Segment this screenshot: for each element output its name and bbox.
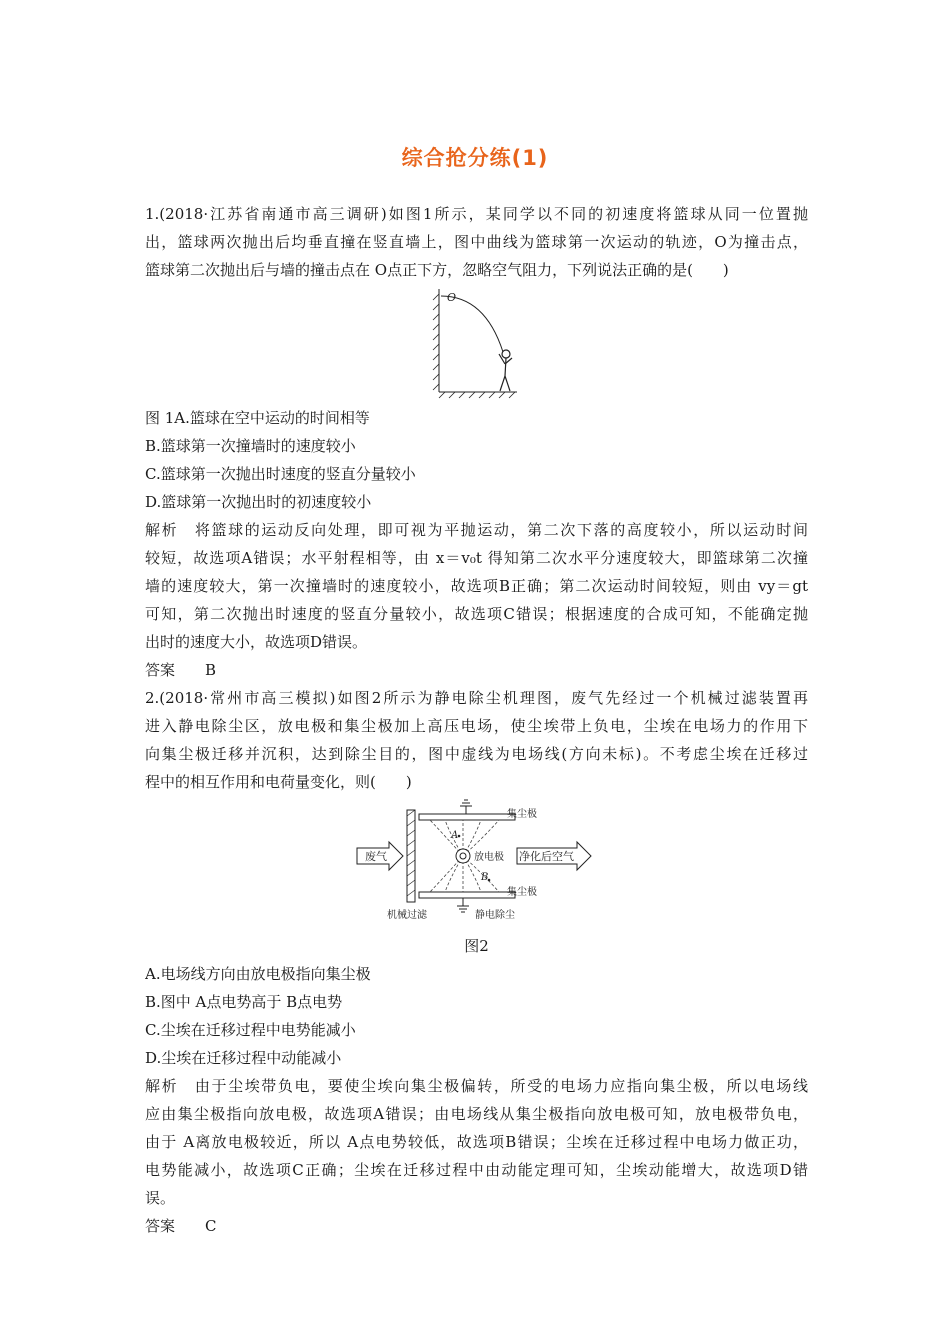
q1-answer bbox=[145, 656, 808, 684]
document-body bbox=[145, 200, 808, 1240]
q1-option: 图 1A.篮球在空中运动的时间相等 bbox=[145, 409, 370, 427]
q1-stem-line: 篮球第二次抛出后与墙的撞击点在 O点正下方，忽略空气阻力，下列说法正确的是( ) bbox=[145, 261, 729, 279]
q1-analysis-line: 出时的速度大小，故选项D错误。 bbox=[145, 633, 368, 651]
trajectory-curve bbox=[441, 296, 503, 352]
q2-option: A.电场线方向由放电极指向集尘极 bbox=[145, 965, 371, 983]
q1-option: D.篮球第一次抛出时的初速度较小 bbox=[145, 493, 372, 511]
outlet-label: 净化后空气 bbox=[519, 850, 574, 863]
answer-value: C bbox=[205, 1217, 217, 1235]
point-b-label: B bbox=[481, 872, 489, 883]
q2-analysis-line: 电势能减小，故选项C正确；尘埃在迁移过程中由动能定理可知，尘埃动能增大，故选项D错 bbox=[145, 1161, 808, 1179]
q1-analysis-line: 解析 将篮球的运动反向处理，即可视为平抛运动，第二次下落的高度较小，所以运动时间 bbox=[145, 521, 808, 539]
q2-stem-line: 向集尘极迁移并沉积，达到除尘目的，图中虚线为电场线(方向未标)。不考虑尘埃在迁移过 bbox=[145, 745, 808, 763]
q1-stem-line: 1.(2018·江苏省南通市高三调研)如图1所示，某同学以不同的初速度将篮球从同一位置抛 bbox=[145, 205, 808, 223]
top-plate-label: 集尘极 bbox=[507, 809, 537, 820]
answer-value: B bbox=[205, 661, 217, 679]
q2-option: B.图中 A点电势高于 B点电势 bbox=[145, 993, 343, 1011]
electrode-label: 放电极 bbox=[474, 852, 504, 863]
q2-answer bbox=[145, 1212, 808, 1240]
person-figure bbox=[499, 350, 512, 391]
figure-2-caption: 图2 bbox=[464, 937, 489, 955]
inlet-label: 废气 bbox=[365, 850, 387, 863]
q2-stem-line: 进入静电除尘区，放电极和集尘极加上高压电场，使尘埃带上负电，尘埃在电场力的作用下 bbox=[145, 717, 808, 735]
bottom-plate-label: 集尘极 bbox=[507, 887, 537, 898]
q2-analysis-line: 解析 由于尘埃带负电，要使尘埃向集尘极偏转，所受的电场力应指向集尘极，所以电场线 bbox=[145, 1077, 808, 1095]
q1-stem-line: 出，篮球两次抛出后均垂直撞在竖直墙上，图中曲线为篮球第一次运动的轨迹，O为撞击点， bbox=[145, 233, 808, 251]
q1-analysis-line: 较短，故选项A错误；水平射程相等，由 x＝v₀t 得知第二次水平分速度较大，即篮球第二次撞 bbox=[145, 549, 808, 567]
q2-analysis-line: 误。 bbox=[145, 1189, 176, 1207]
filter-label: 机械过滤 bbox=[387, 910, 427, 921]
answer-label: 答案 bbox=[145, 661, 176, 679]
figure-1 bbox=[145, 284, 808, 404]
point-a-label: A bbox=[451, 830, 459, 841]
page-title: 综合抢分练(1) bbox=[401, 146, 549, 170]
mechanical-filter bbox=[407, 810, 415, 902]
q1-option: B.篮球第一次撞墙时的速度较小 bbox=[145, 437, 356, 455]
q1-analysis-line: 墙的速度较大，第一次撞墙时的速度较小，故选项B正确；第二次运动时间较短，则由 vy＝gt bbox=[145, 577, 808, 595]
q2-analysis-line: 由于 A离放电极较近，所以 A点电势较低，故选项B错误；尘埃在迁移过程中电场力做正功， bbox=[145, 1133, 808, 1151]
point-o-label: O bbox=[447, 291, 457, 304]
q2-analysis-line: 应由集尘极指向放电极，故选项A错误；由电场线从集尘极指向放电极可知，放电极带负电， bbox=[145, 1105, 808, 1123]
zone-label: 静电除尘 bbox=[475, 910, 515, 921]
wall bbox=[433, 289, 517, 398]
q2-option: C.尘埃在迁移过程中电势能减小 bbox=[145, 1021, 356, 1039]
q2-stem-line: 程中的相互作用和电荷量变化，则( ) bbox=[145, 773, 412, 791]
top-collector-plate bbox=[419, 814, 515, 820]
basketball-wall-diagram bbox=[145, 284, 808, 404]
q2-stem-line: 2.(2018·常州市高三模拟)如图2所示为静电除尘机理图，废气先经过一个机械过滤装置再 bbox=[145, 689, 808, 707]
q1-option: C.篮球第一次抛出时速度的竖直分量较小 bbox=[145, 465, 416, 483]
q1-analysis-line: 可知，第二次抛出时速度的竖直分量较小，故选项C错误；根据速度的合成可知，不能确定抛 bbox=[145, 605, 808, 623]
electrostatic-precipitator-diagram bbox=[145, 796, 808, 932]
bottom-collector-plate bbox=[419, 892, 515, 898]
answer-label: 答案 bbox=[145, 1217, 176, 1235]
figure-2 bbox=[145, 796, 808, 932]
q2-option: D.尘埃在迁移过程中动能减小 bbox=[145, 1049, 342, 1067]
